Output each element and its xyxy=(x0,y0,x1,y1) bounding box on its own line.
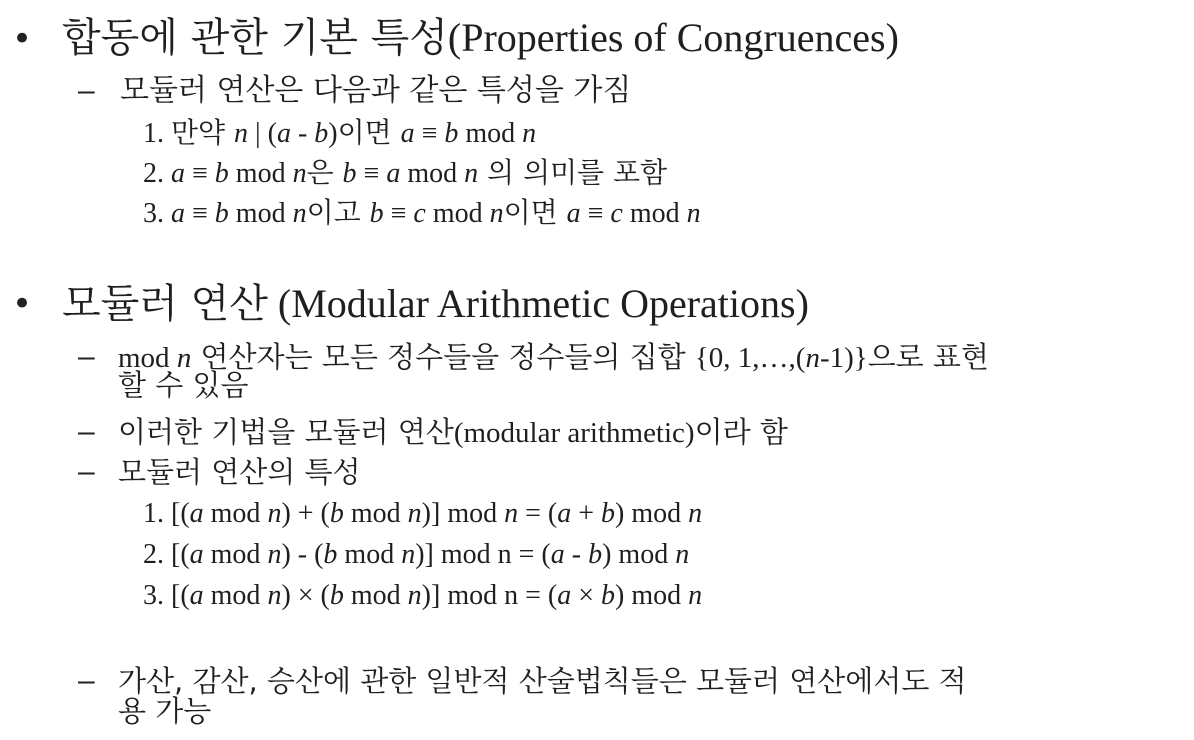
var-b: b xyxy=(444,118,459,149)
var-n: n xyxy=(234,118,248,149)
dash-icon: – xyxy=(78,415,95,448)
text: + xyxy=(571,498,602,529)
var-b: b xyxy=(369,198,384,229)
modular-property-3 xyxy=(143,579,702,613)
text: 이라 함 xyxy=(694,415,788,449)
var-c: c xyxy=(610,198,623,229)
text: [( xyxy=(164,498,190,529)
var-b: b xyxy=(329,498,344,529)
text: mod xyxy=(622,198,687,229)
text: mod xyxy=(343,498,408,529)
var-a: a xyxy=(276,118,291,149)
arithmetic-laws-text-cont: 용 가능 xyxy=(118,694,212,728)
text: )] mod xyxy=(421,498,505,529)
var-n: n xyxy=(407,498,422,529)
var-n: n xyxy=(292,198,307,229)
item-number: 2. xyxy=(143,539,164,570)
text: ) + ( xyxy=(281,498,330,529)
text: = ( xyxy=(518,580,558,611)
text: mod xyxy=(203,539,268,570)
equiv: ≡ xyxy=(185,198,215,229)
text: - xyxy=(564,539,589,570)
text: 은 xyxy=(306,156,343,189)
text: = ( xyxy=(518,498,558,529)
congruence-property-1 xyxy=(143,116,536,151)
var-b: b xyxy=(314,118,329,149)
bullet-icon: • xyxy=(12,284,33,324)
item-number: 1. xyxy=(143,498,164,529)
text: mod xyxy=(425,198,490,229)
var-n: n xyxy=(686,198,701,229)
text: mod xyxy=(118,342,177,374)
item-number: 2. xyxy=(143,158,164,189)
var-b: b xyxy=(214,198,229,229)
text: ) - ( xyxy=(281,539,324,570)
modular-arithmetic-definition xyxy=(118,415,788,450)
var-n: n xyxy=(267,580,282,611)
var-n: n xyxy=(407,580,422,611)
var-a: a xyxy=(557,580,572,611)
text: )] mod n xyxy=(421,580,519,611)
equiv: ≡ xyxy=(580,198,611,229)
var-a: a xyxy=(386,158,401,189)
var-n: n xyxy=(401,539,416,570)
text: 이면 xyxy=(503,196,567,229)
text: - xyxy=(290,118,315,149)
var-b: b xyxy=(601,498,616,529)
text: ) × ( xyxy=(281,580,330,611)
item-number: 3. xyxy=(143,580,164,611)
section2-heading-en: (Modular Arithmetic Operations) xyxy=(267,281,809,326)
var-b: b xyxy=(214,158,229,189)
text: )] mod n xyxy=(415,539,512,570)
text: 만약 xyxy=(171,116,234,149)
var-n: n xyxy=(688,498,703,529)
var-a: a xyxy=(557,498,572,529)
text: ) mod xyxy=(615,498,689,529)
text: mod xyxy=(337,539,402,570)
var-a: a xyxy=(189,580,204,611)
text: | ( xyxy=(248,118,277,149)
var-a: a xyxy=(189,498,204,529)
modular-properties-heading: 모듈러 연산의 특성 xyxy=(118,455,361,489)
var-n: n xyxy=(504,498,519,529)
text: mod xyxy=(228,158,293,189)
var-n: n xyxy=(292,158,307,189)
text: ) mod xyxy=(615,580,689,611)
var-b: b xyxy=(342,158,357,189)
section1-heading-ko: 합동에 관한 기본 특성 xyxy=(62,15,448,61)
section1-subtext: 모듈러 연산은 다음과 같은 특성을 가짐 xyxy=(120,73,632,108)
dash-icon: – xyxy=(78,340,95,373)
var-n: n xyxy=(688,580,703,611)
dash-icon: – xyxy=(78,455,95,488)
var-b: b xyxy=(329,580,344,611)
arithmetic-laws-text: 가산, 감산, 승산에 관한 일반적 산술법칙들은 모듈러 연산에서도 적 xyxy=(118,664,967,698)
section1-heading-en: (Properties of Congruences) xyxy=(447,15,899,60)
dash-icon: – xyxy=(78,664,95,697)
text: -1)} xyxy=(819,342,868,374)
text: ) mod xyxy=(602,539,676,570)
var-n: n xyxy=(675,539,690,570)
item-number: 3. xyxy=(143,198,164,229)
equiv: ≡ xyxy=(414,118,445,149)
text: mod xyxy=(458,118,523,149)
text: mod xyxy=(343,580,408,611)
var-a: a xyxy=(566,198,581,229)
mod-operator-text-cont: 할 수 있음 xyxy=(118,368,249,402)
var-a: a xyxy=(171,198,185,229)
text: 이면 xyxy=(337,116,401,149)
var-n: n xyxy=(267,498,282,529)
dash-icon: – xyxy=(78,74,95,107)
var-a: a xyxy=(550,539,565,570)
var-n: n xyxy=(805,342,820,374)
var-b: b xyxy=(588,539,603,570)
text: [( xyxy=(164,539,190,570)
var-a: a xyxy=(400,118,415,149)
section2-heading xyxy=(62,280,809,328)
mod-operator-text xyxy=(118,340,989,375)
var-b: b xyxy=(601,580,616,611)
text: mod xyxy=(228,198,293,229)
text: 의 의미를 포함 xyxy=(478,156,668,189)
text: mod xyxy=(400,158,465,189)
equiv: ≡ xyxy=(383,198,414,229)
text: 연산자는 모든 정수들을 정수들의 집합 xyxy=(191,340,695,374)
text: = ( xyxy=(511,539,551,570)
var-n: n xyxy=(464,158,479,189)
var-n: n xyxy=(489,198,504,229)
text: mod xyxy=(203,580,268,611)
section2-heading-ko: 모듈러 연산 xyxy=(62,281,268,327)
modular-property-1 xyxy=(143,497,702,531)
modular-property-2 xyxy=(143,538,689,572)
item-number: 1. xyxy=(143,118,164,149)
text: × xyxy=(571,580,602,611)
var-n: n xyxy=(267,539,282,570)
congruence-property-3 xyxy=(143,196,701,231)
congruence-property-2 xyxy=(143,156,667,191)
text: ) xyxy=(328,118,338,149)
text: 이러한 기법을 모듈러 연산 xyxy=(118,415,454,449)
bullet-icon: • xyxy=(12,19,33,59)
var-n: n xyxy=(176,342,192,374)
var-a: a xyxy=(189,539,204,570)
equiv: ≡ xyxy=(356,158,387,189)
var-a: a xyxy=(171,158,185,189)
text: {0, 1,…,( xyxy=(694,342,806,374)
text: 으로 표현 xyxy=(867,340,989,374)
section1-heading xyxy=(62,14,899,62)
var-c: c xyxy=(413,198,426,229)
equiv: ≡ xyxy=(185,158,215,189)
text: mod xyxy=(203,498,268,529)
text: (modular arithmetic) xyxy=(453,417,695,449)
text: 이고 xyxy=(306,196,370,229)
var-n: n xyxy=(522,118,537,149)
text: [( xyxy=(164,580,190,611)
var-b: b xyxy=(323,539,338,570)
